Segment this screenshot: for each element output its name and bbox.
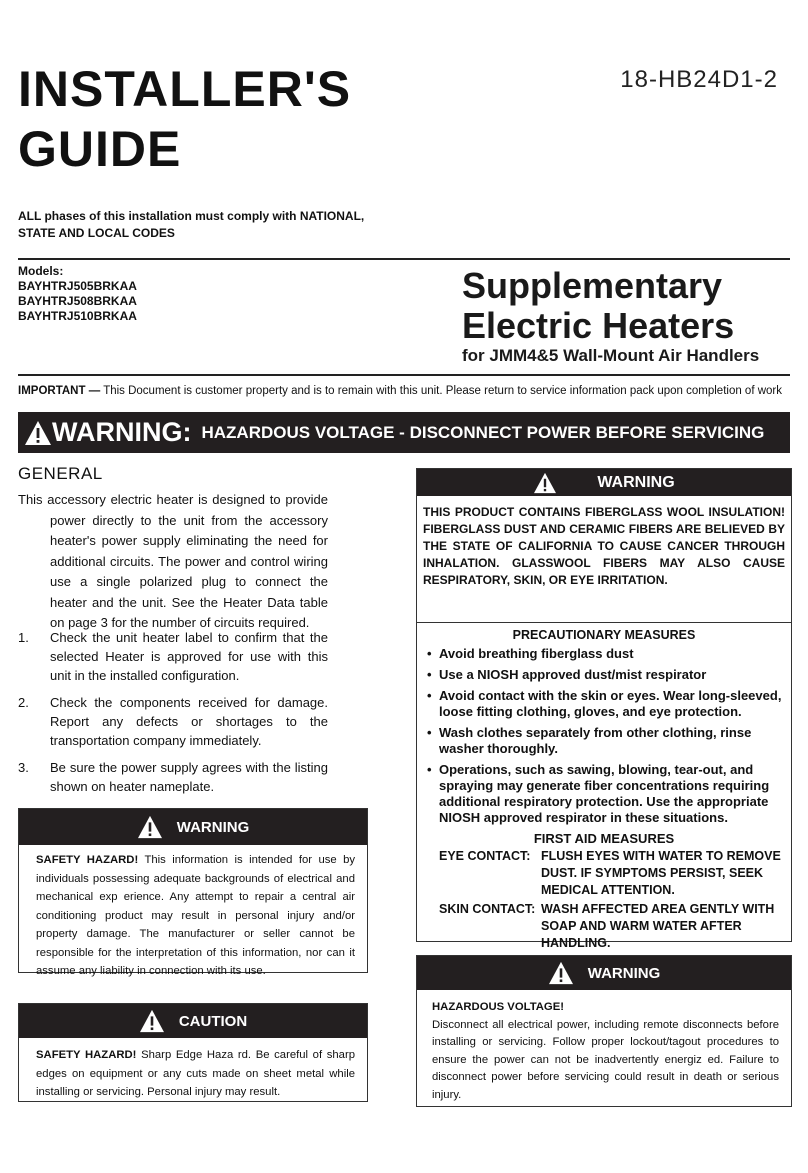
voltage-warning-text: Disconnect all electrical power, including remote disconnects before installing or servicing. Follow proper lockout/tagout procedures to ensure the power can not be inadvertently energiz ed. Failure to disconnect power before servicing could result in death or serious injury. [432, 1018, 779, 1101]
step-number: 3. [18, 760, 29, 775]
step-number: 2. [18, 695, 29, 710]
list-item [18, 758, 328, 796]
banner-warning [24, 417, 191, 448]
step-text: Check the components received for damage. Report any defects or shortages to the transportation company immediately. [50, 695, 328, 748]
precaution-text: Avoid contact with the skin or eyes. Wear long-sleeved, loose fitting clothing, gloves, and eye protection. [439, 688, 782, 719]
skin-contact-row [417, 901, 791, 952]
list-item [18, 628, 328, 685]
codes-line1: ALL phases of this installation must comply with NATIONAL, [18, 209, 365, 223]
steps-list [18, 628, 328, 804]
caution-header [19, 1004, 367, 1038]
list-item [427, 688, 783, 720]
list-item [427, 667, 783, 683]
precaution-text: Wash clothes separately from other clothing, rinse washer thoroughly. [439, 725, 752, 756]
fiberglass-warning-text: THIS PRODUCT CONTAINS FIBERGLASS WOOL INSULATION! FIBERGLASS DUST AND CERAMIC FIBERS ARE BELIEVED BY THE STATE OF CALIFORNIA TO CAUSE CANCER THROUGH INHALATION. GLASSWOOL FIBERS MAY ALSO CAUSE RESPIRATORY, SKIN, OR EYE IRRITATION. [423, 505, 785, 587]
important-notice [18, 385, 798, 397]
step-text: Be sure the power supply agrees with the listing shown on heater nameplate. [50, 760, 328, 794]
models-list [18, 264, 137, 324]
bullet-icon: • [427, 725, 432, 740]
warning-triangle-icon [139, 1009, 165, 1033]
page-title-line1: INSTALLER'S [18, 61, 352, 117]
warning-text: This information is intended for use by individuals possessing adequate backgrounds of electrical and mechanical exp erience. Any attempt to repair a central air conditioning product may result in personal injury and/or property damage. The manufacturer or seller cannot be responsible for the interpretation of this information, nor can it assume any liability in connection with its use. [36, 854, 355, 977]
caution-lead: SAFETY HAZARD! [36, 1049, 137, 1061]
general-heading: GENERAL [18, 464, 103, 483]
product-subtitle: for JMM4&5 Wall-Mount Air Handlers [462, 346, 760, 365]
codes-line2: STATE AND LOCAL CODES [18, 226, 175, 240]
banner-text: HAZARDOUS VOLTAGE - DISCONNECT POWER BEFORE SERVICING [201, 422, 765, 442]
precaution-heading: PRECAUTIONARY MEASURES [512, 628, 696, 642]
divider [417, 622, 791, 623]
warning-header [417, 956, 791, 990]
warning-triangle-icon [533, 472, 557, 494]
step-text: Check the unit heater label to confirm that the selected Heater is approved for use with this unit in the installed configuration. [50, 630, 328, 683]
eye-contact-label: EYE CONTACT: [439, 849, 531, 863]
voltage-warning-box [416, 955, 792, 1107]
divider [18, 258, 790, 260]
warning-triangle-icon [137, 815, 163, 839]
warning-label: WARNING [176, 818, 250, 836]
models-label: Models: [18, 264, 64, 278]
page-title-line2: GUIDE [18, 121, 182, 177]
list-item [427, 762, 783, 826]
safety-warning-box [18, 808, 368, 977]
precaution-text: Avoid breathing fiberglass dust [439, 646, 634, 661]
product-title-line1: Supplementary [462, 265, 723, 306]
skin-contact-label: SKIN CONTACT: [439, 902, 536, 916]
bullet-icon: • [427, 667, 432, 682]
model-item: BAYHTRJ508BRKAA [18, 294, 137, 308]
codes-notice [18, 208, 378, 242]
list-item [427, 646, 783, 662]
warning-label: WARNING [587, 964, 661, 982]
list-item [427, 725, 783, 757]
banner-word: WARNING: [52, 417, 192, 447]
precaution-text: Use a NIOSH approved dust/mist respirator [439, 667, 707, 682]
general-intro: This accessory electric heater is designed to provide power directly to the unit from the accessory heater's power supply eliminating the need for additional circuits. The power and control wiring use a single polarized plug to connect the heater and the unit. See the Heater Data table on page 3 for the number of circuits required. [18, 492, 328, 630]
bullet-icon: • [427, 646, 432, 661]
model-item: BAYHTRJ505BRKAA [18, 279, 137, 293]
first-aid-heading: FIRST AID MEASURES [533, 831, 675, 846]
eye-contact-row [417, 848, 791, 899]
important-label: IMPORTANT — [18, 385, 101, 397]
list-item [18, 693, 328, 750]
caution-box [18, 1003, 368, 1102]
voltage-warning-body [417, 990, 791, 1104]
caution-body [19, 1038, 367, 1102]
important-text: This Document is customer property and is to remain with this unit. Please return to service information pack upon completion of work [100, 385, 782, 397]
voltage-warning-lead: HAZARDOUS VOLTAGE! [432, 1001, 564, 1013]
warning-header [417, 469, 791, 496]
fiberglass-warning-box [416, 468, 792, 950]
step-number: 1. [18, 630, 29, 645]
caution-label: CAUTION [178, 1012, 248, 1030]
warning-triangle-icon [548, 961, 574, 985]
warning-lead: SAFETY HAZARD! [36, 854, 139, 866]
skin-contact-text: WASH AFFECTED AREA GENTLY WITH SOAP AND WARM WATER AFTER HANDLING. [541, 902, 775, 950]
document-number: 18-HB24D1-2 [620, 66, 778, 93]
eye-contact-text: FLUSH EYES WITH WATER TO REMOVE DUST. IF SYMPTOMS PERSIST, SEEK MEDICAL ATTENTION. [541, 849, 781, 897]
product-title-line2: Electric Heaters [462, 305, 735, 346]
bullet-icon: • [427, 762, 432, 777]
hazard-banner [18, 412, 790, 453]
precaution-list [417, 646, 791, 826]
divider [18, 374, 790, 376]
precaution-text: Operations, such as sawing, blowing, tear-out, and spraying may generate fiber concentrations requiring additional respiratory protection. Use the appropriate NIOSH approved respirator in these situations. [439, 762, 770, 825]
caution-text: Sharp Edge Haza rd. Be careful of sharp edges on equipment or any cuts made on sheet metal while installing or servicing. Personal injury may result. [36, 1049, 355, 1098]
product-title [462, 266, 734, 346]
warning-header [19, 809, 367, 845]
warning-triangle-icon [24, 420, 52, 446]
warning-body [19, 845, 367, 981]
bullet-icon: • [427, 688, 432, 703]
model-item: BAYHTRJ510BRKAA [18, 309, 137, 323]
warning-label: WARNING [597, 473, 675, 491]
